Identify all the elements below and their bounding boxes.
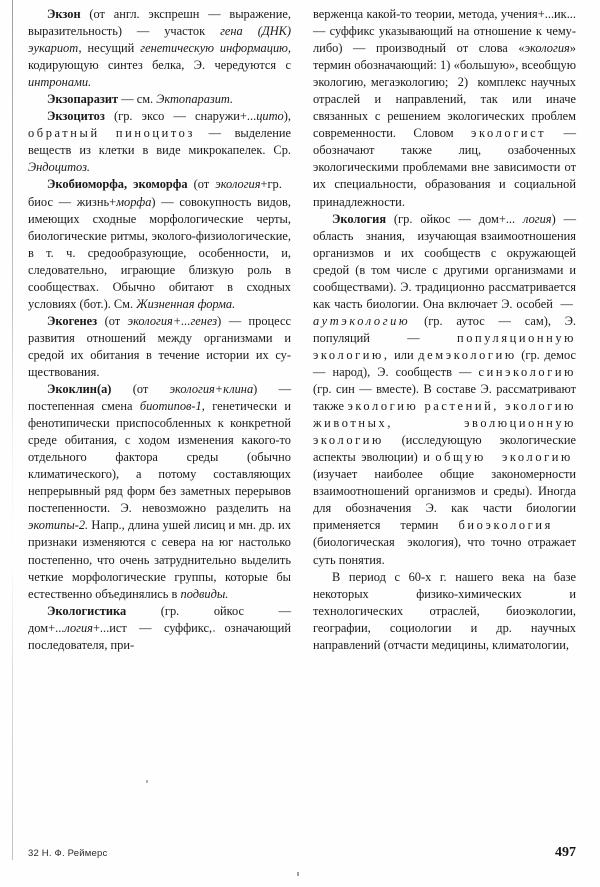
- entry-ekogenez: Экогенез (от экология+...генез) — процесс развития отношений между организмами и средой их обитания в течение истории их существования.: [28, 313, 291, 379]
- entry-ekologiya: Экология (гр. ойкос — дом+... логия) — область знания, изучающая взаимоотношения организмов и их сообществ с окружающей средой (в том числе с другими организмами и сообществами). Э. традиционно рассматривается как часть биологии. Она включает Э. особей — аутэкологию (гр. аутос — сам), Э. популяций — популяционную экологию, или демэкологию (гр. демос — народ), Э. сообществ — синэкологию (гр. син — вместе). В составе Э. рассматривают также экологию растений, экологию животных, эволюционную экологию (исследующую экологические аспекты эволюции) и общую экологию (изучает наиболее общие закономерности взаимоотношений организмов и среды). Иногда для обозначения Э. как части биологии применяется термин биоэкология (биологическая экология), что точно отражает суть понятия.: [313, 211, 576, 567]
- headword-ekzon: Экзон: [47, 7, 81, 21]
- entry-ekoklin: Экоклин(а) (от экология+клина) — постепенная смена биотипов-1, генетически и фенотипически приспособленных к конкретной среде обитания, с ходом изменения какого-то отдельного фактора среды (обычно климатического), а потому составляющих непрерывный ряд форм без заметных перерывов постепенности. Э. невозможно разделить на экотипы-2. Напр., длина ушей лисиц и мн. др. их признаки изменяются с севера на юг настолько постепенно, что очень затруднительно выделить четкие морфологические группы, которые бы естественно объединялись в подвиды.: [28, 382, 291, 601]
- scan-edge-artifact: [12, 0, 13, 560]
- term-demekologiya: демэкологию: [418, 347, 517, 362]
- term-obratny-pinocitoz: обратный пиноцитоз: [28, 126, 195, 141]
- entry-ekzoparazit: Экзопаразит — см. Эктопаразит.: [47, 92, 234, 107]
- page-footer: [28, 845, 576, 861]
- term-bioekologiya: биоэкология: [458, 518, 553, 533]
- entry-ekzocitoz: Экзоцитоз (гр. эксо — снаружи+...цито), обратный пиноцитоз — выделение веществ из клетки в виде микрокапелек. Ср. Эндоцитоз.: [28, 109, 292, 175]
- headword-ekologiya: Экология: [332, 211, 387, 226]
- entry-ekzon: Экзон (от англ. экспрешн — выражение, выразительность) — участок гена (ДНК) эукариот, несущий генетическую информацию, кодирующую синтез белка, Э. чередуются с интронами.: [28, 7, 292, 90]
- right-column: [313, 6, 576, 834]
- page-columns: [28, 6, 576, 834]
- term-obshchaya-ekologiya: общую экологию: [435, 450, 573, 465]
- left-column: [28, 6, 291, 834]
- footer-signature: 32 Н. Ф. Реймерс: [28, 848, 108, 859]
- term-ekologiya-rasteniy: экологию растений, экологию животных, эволюционную экологию: [313, 399, 576, 448]
- term-ekolog: экологист: [471, 126, 547, 141]
- headword-ekoklin: Экоклин(а): [47, 382, 112, 397]
- page-number: 497: [555, 845, 576, 860]
- headword-ekogenez: Экогенез: [47, 313, 98, 328]
- scan-edge-artifact-lower: [12, 560, 13, 860]
- term-populyacionnaya-ekologiya: популяционную экологию,: [313, 330, 576, 362]
- scan-speck-bottom: [297, 872, 299, 876]
- entry-ekologistika-continuation: верженца какой-то теории, метода, учения+...ик... — суффикс указывающий на отношение к чему-либо) — производный от слова «экология» термин обозначающий: 1) «большую», всеобщую экологию, мегаэкологию; 2) комплекс научных отраслей и направлений, так или иначе связанных с решением экологических проблем современности. Словом экологист — обозначают также лиц, озабоченных экологическими проблемами вне зависимости от их специальности, образования и социальной принадлежности.: [313, 7, 576, 209]
- term-sinekologiya: синэкологию: [478, 364, 576, 379]
- headword-ekobiomorfa: Экобиоморфа, экоморфа: [47, 177, 188, 192]
- term-autekologiya: аутэкологию: [313, 313, 411, 328]
- entry-ekologistika: Экологистика (гр. ойкос — дом+...логия+...ист — суффикс, означающий последователя, при-: [28, 603, 291, 652]
- headword-ekzoparazit: Экзопаразит: [47, 92, 119, 107]
- headword-ekologistika: Экологистика: [47, 603, 127, 618]
- headword-ekzocitoz: Экзоцитоз: [47, 109, 105, 124]
- entry-period-60x: В период с 60-х г. нашего века на базе некоторых физико-химических и технологических отраслей, биоэкологии, географии, социологии и др. научных направлений (отчасти медицины, климатологии,: [313, 569, 576, 652]
- entry-ekobiomorfa: Экобиоморфа, экоморфа (от экология+гр. биос — жизнь+морфа) — совокупность видов, имеющих сходные морфологические черты, биологические ритмы, эколого-физиологические, в т. ч. средообразующие, особенности, и, следовательно, играющие близкую роль в сообществах. Обычно обитают в сходных условиях (бот.). См. Жизненная форма.: [28, 177, 291, 311]
